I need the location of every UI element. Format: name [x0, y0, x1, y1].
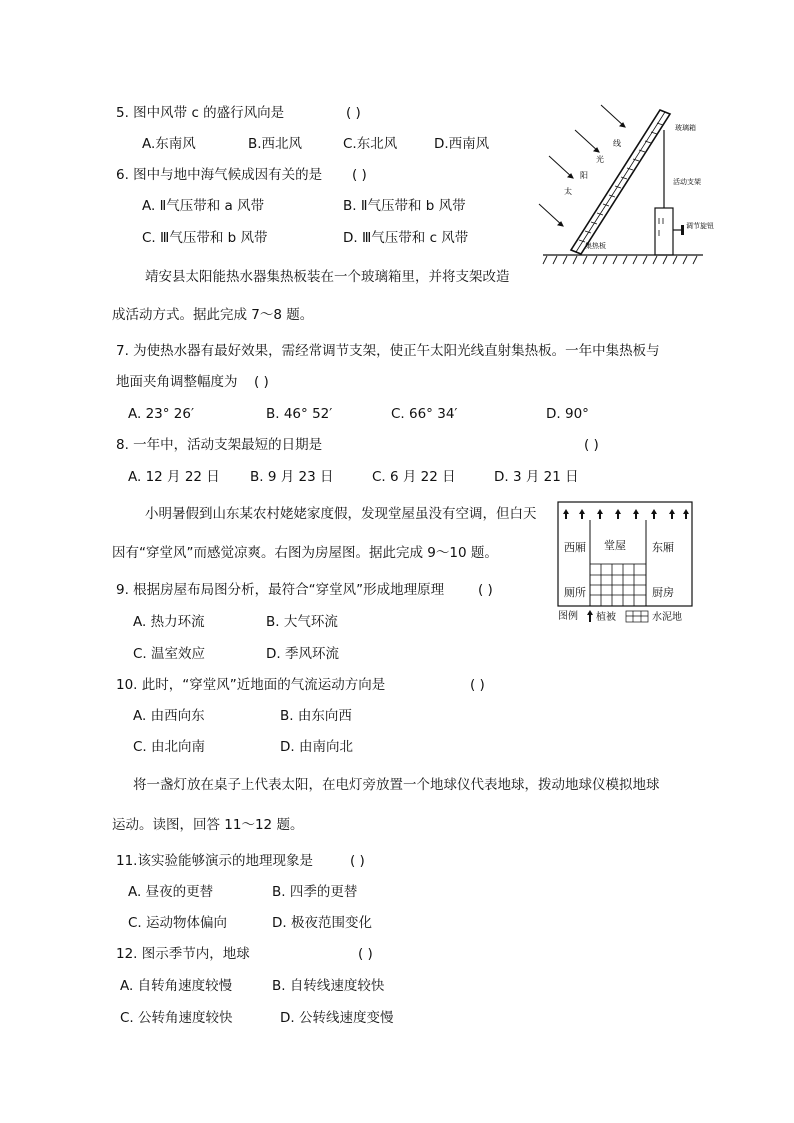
q8-option-a: A. 12 月 22 日 — [128, 469, 220, 485]
q10-option-d: D. 由南向北 — [280, 739, 353, 755]
q12-option-b: B. 自转线速度较快 — [272, 978, 385, 994]
q5-answer-blank: ( ) — [346, 105, 361, 121]
q5-option-c: C.东北风 — [343, 136, 398, 152]
q10-option-c: C. 由北向南 — [133, 739, 206, 755]
house-main-hall: 堂屋 — [604, 539, 626, 552]
q7-option-a: A. 23° 26′ — [128, 406, 195, 422]
q10-stem: 10. 此时，“穿堂风”近地面的气流运动方向是 — [116, 677, 386, 693]
q12-answer-blank: ( ) — [358, 946, 373, 962]
sun-char-4: 线 — [613, 139, 621, 148]
q6-option-a: A. Ⅱ气压带和 a 风带 — [142, 198, 265, 214]
sun-char-2: 阳 — [580, 171, 588, 180]
house-figure — [556, 500, 696, 628]
solar-heater-figure — [535, 100, 714, 268]
q5-option-d: D.西南风 — [434, 136, 490, 152]
passage1-line2: 成活动方式。据此完成 7～8 题。 — [112, 307, 314, 323]
q9-option-d: D. 季风环流 — [266, 646, 339, 662]
knob-label: 调节旋钮 — [686, 222, 714, 230]
q10-option-a: A. 由西向东 — [133, 708, 205, 724]
q11-option-a: A. 昼夜的更替 — [128, 884, 214, 900]
sun-char-1: 太 — [564, 187, 572, 196]
q7-stem-line2: 地面夹角调整幅度为 — [116, 374, 238, 390]
q7-answer-blank: ( ) — [254, 374, 269, 390]
q9-stem: 9. 根据房屋布局图分析，最符合“穿堂风”形成地理原理 — [116, 582, 445, 598]
q6-stem: 6. 图中与地中海气候成因有关的是 — [116, 167, 323, 183]
q6-answer-blank: ( ) — [352, 167, 367, 183]
q12-option-a: A. 自转角速度较慢 — [120, 978, 233, 994]
q5-option-a: A.东南风 — [142, 136, 196, 152]
passage2-line2: 因有“穿堂风”而感觉凉爽。右图为房屋图。据此完成 9～10 题。 — [112, 545, 498, 561]
q11-option-d: D. 极夜范围变化 — [272, 915, 372, 931]
glass-box-label: 玻璃箱 — [675, 124, 696, 132]
q11-option-b: B. 四季的更替 — [272, 884, 358, 900]
q11-stem: 11.该实验能够演示的地理现象是 — [116, 853, 313, 869]
q9-option-b: B. 大气环流 — [266, 614, 338, 630]
q8-option-d: D. 3 月 21 日 — [494, 469, 579, 485]
q7-option-d: D. 90° — [546, 406, 589, 422]
legend-cement: 水泥地 — [652, 612, 682, 623]
q9-option-c: C. 温室效应 — [133, 646, 206, 662]
legend-title: 图例 — [558, 611, 578, 622]
q7-option-b: B. 46° 52′ — [266, 406, 333, 422]
q6-option-b: B. Ⅱ气压带和 b 风带 — [343, 198, 466, 214]
q8-option-b: B. 9 月 23 日 — [250, 469, 334, 485]
support-label: 活动支架 — [673, 178, 701, 186]
passage1-line1: 靖安县太阳能热水器集热板装在一个玻璃箱里，并将支架改造 — [145, 269, 510, 285]
q8-option-c: C. 6 月 22 日 — [372, 469, 456, 485]
q9-answer-blank: ( ) — [478, 582, 493, 598]
legend-vegetation: 植被 — [596, 612, 616, 623]
q6-option-c: C. Ⅲ气压带和 b 风带 — [142, 230, 268, 246]
q5-option-b: B.西北风 — [248, 136, 303, 152]
house-east-wing: 东厢 — [652, 541, 674, 554]
q12-option-c: C. 公转角速度较快 — [120, 1010, 233, 1026]
q7-option-c: C. 66° 34′ — [391, 406, 458, 422]
q10-option-b: B. 由东向西 — [280, 708, 352, 724]
q5-stem: 5. 图中风带 c 的盛行风向是 — [116, 105, 285, 121]
house-kitchen: 厨房 — [652, 586, 674, 599]
sun-char-3: 光 — [596, 155, 604, 164]
house-toilet: 厕所 — [564, 586, 586, 599]
q6-option-d: D. Ⅲ气压带和 c 风带 — [343, 230, 469, 246]
q11-answer-blank: ( ) — [350, 853, 365, 869]
q7-stem-line1: 7. 为使热水器有最好效果，需经常调节支架，使正午太阳光线直射集热板。一年中集热板与 — [116, 343, 660, 359]
q8-stem: 8. 一年中，活动支架最短的日期是 — [116, 437, 323, 453]
q12-stem: 12. 图示季节内，地球 — [116, 946, 250, 962]
q8-answer-blank: ( ) — [584, 437, 599, 453]
passage3-line2: 运动。读图，回答 11～12 题。 — [112, 817, 304, 833]
q12-option-d: D. 公转线速度变慢 — [280, 1010, 394, 1026]
panel-label: 集热板 — [585, 242, 606, 250]
passage2-line1: 小明暑假到山东某农村姥姥家度假，发现堂屋虽没有空调，但白天 — [145, 506, 537, 522]
house-west-wing: 西厢 — [564, 541, 586, 554]
q11-option-c: C. 运动物体偏向 — [128, 915, 228, 931]
q10-answer-blank: ( ) — [470, 677, 485, 693]
passage3-line1: 将一盏灯放在桌子上代表太阳，在电灯旁放置一个地球仪代表地球，拨动地球仪模拟地球 — [133, 777, 660, 793]
q9-option-a: A. 热力环流 — [133, 614, 205, 630]
